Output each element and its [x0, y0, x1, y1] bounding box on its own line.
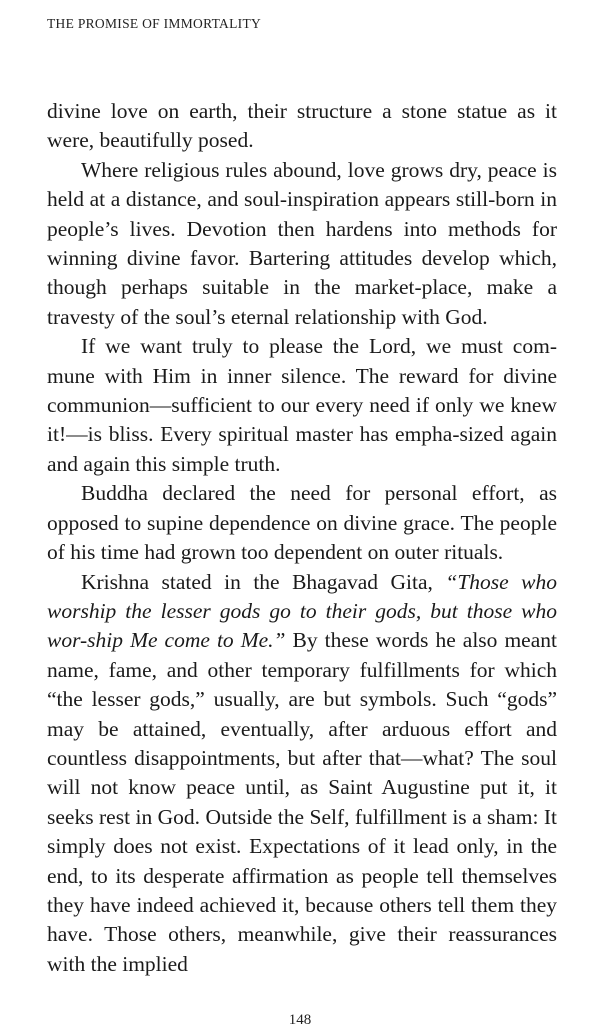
- paragraph-buddha: Buddha declared the need for personal effort, as opposed to supine dependence on divine grace. The people of his time had grown too dependent on outer rituals.: [47, 481, 557, 565]
- krishna-rest: By these words he also meant name, fame, and other temporary fulfillments for which “the lesser gods,” usually, are but symbols. Such “gods” may be attained, eventually, after arduous effort and countless disappointments, but after that—what? The soul will not know peace until, as Saint Augustine put it, it seeks rest in God. Outside the Self, fulfillment is a sham: It simply does not exist. Expectations of it lead only, in the end, to its desperate affirmation as people tell themselves they have indeed achieved it, because others tell them they have. Those others, meanwhile, give their reassurances with the implied: [47, 628, 557, 976]
- paragraph-please-the-lord: If we want truly to please the Lord, we must com-mune with Him in inner silence. The reward for divine communion—sufficient to our every need if only we knew it!—is bliss. Every spiritual master has empha-sized again and again this simple truth.: [47, 334, 557, 476]
- page-number: 148: [288, 1012, 312, 1028]
- paragraph-krishna: [47, 568, 557, 980]
- paragraph-religious-rules: Where religious rules abound, love grows dry, peace is held at a distance, and soul-inspiration appears still-born in people’s lives. Devotion then hardens into methods for winning divine favor. Bartering attitudes develop which, though perhaps suitable in the market-place, make a travesty of the soul’s eternal relationship with God.: [47, 157, 557, 329]
- gita-quotation: “Those who worship the lesser gods go to their gods, but those who wor-ship Me come to Me.”: [47, 569, 557, 653]
- body-text: [47, 97, 557, 979]
- running-head: THE PROMISE OF IMMORTALITY: [47, 16, 262, 31]
- paragraph-continued: divine love on earth, their structure a stone statue as it were, beautifully posed.: [47, 99, 557, 153]
- krishna-lead: Krishna stated in the Bhagavad Gita,: [81, 569, 446, 594]
